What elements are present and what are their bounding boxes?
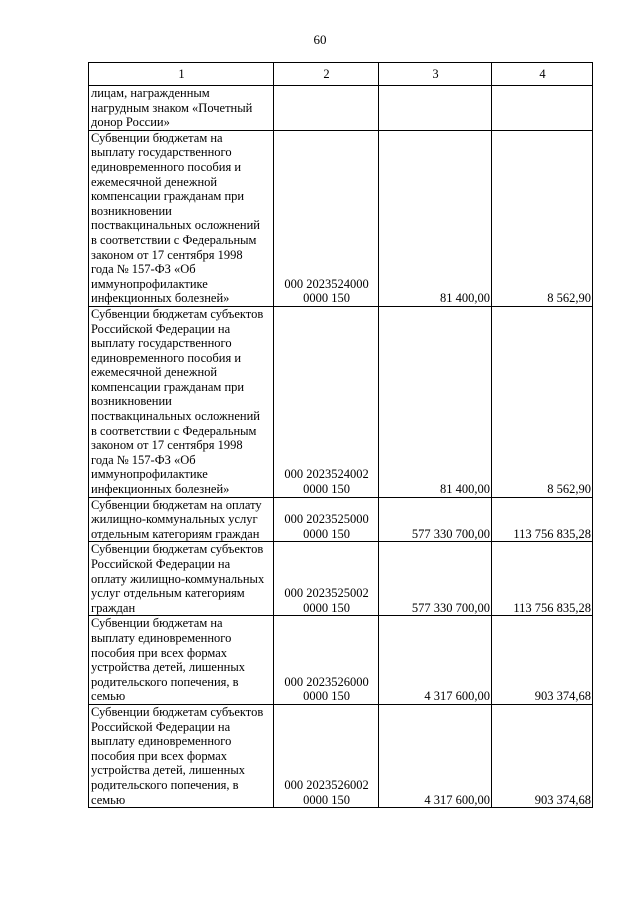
revenue-name-line: родительского попечения, в	[91, 674, 239, 689]
table-row	[89, 306, 593, 497]
revenue-name-line: поствакцинальных осложнений	[91, 409, 260, 424]
table-row	[89, 616, 593, 705]
revenue-name-cell	[89, 542, 274, 616]
revenue-name-line: донор России»	[91, 115, 170, 130]
budget-code-line: 000 2023524000	[284, 276, 369, 291]
revenue-name-line: инфекционных болезней»	[91, 482, 230, 497]
budget-code-line: 0000 150	[303, 482, 350, 497]
executed-amount-cell: 8 562,90	[492, 306, 593, 497]
page-number: 60	[313, 32, 327, 47]
planned-amount-cell: 4 317 600,00	[379, 704, 492, 807]
revenue-name-line: отдельным категориям граждан	[91, 526, 260, 541]
revenue-name-line: компенсации гражданам при	[91, 189, 245, 204]
budget-code-line: 000 2023526000	[284, 674, 369, 689]
revenue-name-cell	[89, 86, 274, 131]
revenue-name-line: года № 157-ФЗ «Об	[91, 452, 196, 467]
revenue-name-line: инфекционных болезней»	[91, 291, 230, 306]
planned-amount-cell: 81 400,00	[379, 130, 492, 306]
column-header-4: 4	[492, 63, 593, 86]
column-header-1: 1	[89, 63, 274, 86]
revenue-name-line: граждан	[91, 600, 136, 615]
budget-code-line: 0000 150	[303, 792, 350, 807]
revenue-name-line: оплату жилищно-коммунальных	[91, 571, 265, 586]
budget-code-line: 000 2023525000	[284, 512, 369, 527]
revenue-name-line: законом от 17 сентября 1998	[91, 438, 243, 453]
budget-table	[88, 62, 593, 808]
budget-code-line: 0000 150	[303, 600, 350, 615]
revenue-name-line: ежемесячной денежной	[91, 365, 218, 380]
table-header-row	[89, 63, 593, 86]
executed-amount-cell: 8 562,90	[492, 130, 593, 306]
executed-amount-cell: 113 756 835,28	[492, 497, 593, 542]
revenue-name-line: Субвенции бюджетам субъектов	[91, 306, 264, 321]
table-body	[89, 86, 593, 808]
revenue-name-line: семью	[91, 792, 126, 807]
revenue-name-line: пособия при всех формах	[91, 645, 228, 660]
revenue-name-line: возникновении	[91, 394, 172, 409]
revenue-name-line: лицам, награжденным	[91, 86, 210, 100]
revenue-name-line: нагрудным знаком «Почетный	[91, 100, 253, 115]
planned-amount-cell: 577 330 700,00	[379, 542, 492, 616]
table-row	[89, 497, 593, 542]
budget-code-line: 000 2023524002	[284, 467, 369, 482]
revenue-name-cell	[89, 306, 274, 497]
revenue-name-line: ежемесячной денежной	[91, 174, 218, 189]
revenue-name-line: семью	[91, 689, 126, 704]
budget-code-line	[276, 115, 377, 130]
budget-code-cell	[274, 704, 379, 807]
revenue-name-line: услуг отдельным категориям	[91, 586, 245, 601]
revenue-name-line: выплату единовременного	[91, 630, 232, 645]
column-header-2: 2	[274, 63, 379, 86]
budget-code-line	[276, 101, 377, 116]
budget-code-line: 0000 150	[303, 689, 350, 704]
revenue-name-line: Российской Федерации на	[91, 321, 231, 336]
budget-code-cell	[274, 542, 379, 616]
revenue-name-line: устройства детей, лишенных	[91, 763, 246, 778]
revenue-name-line: выплату государственного	[91, 336, 232, 351]
revenue-name-line: Субвенции бюджетам на	[91, 130, 223, 145]
revenue-name-line: Субвенции бюджетам на	[91, 616, 223, 631]
budget-code-line: 0000 150	[303, 291, 350, 306]
budget-code-cell	[274, 497, 379, 542]
revenue-name-cell	[89, 130, 274, 306]
budget-code-line: 000 2023525002	[284, 586, 369, 601]
executed-amount-cell	[492, 86, 593, 131]
table-row	[89, 130, 593, 306]
budget-code-cell	[274, 616, 379, 705]
executed-amount-cell: 113 756 835,28	[492, 542, 593, 616]
revenue-name-line: пособия при всех формах	[91, 748, 228, 763]
planned-amount-cell	[379, 86, 492, 131]
revenue-name-cell	[89, 704, 274, 807]
revenue-name-line: устройства детей, лишенных	[91, 660, 246, 675]
revenue-name-line: единовременного пособия и	[91, 159, 242, 174]
revenue-name-line: возникновении	[91, 203, 172, 218]
planned-amount-cell: 4 317 600,00	[379, 616, 492, 705]
revenue-name-line: поствакцинальных осложнений	[91, 218, 260, 233]
budget-code-line: 0000 150	[303, 526, 350, 541]
planned-amount-cell: 81 400,00	[379, 306, 492, 497]
revenue-name-line: Субвенции бюджетам на оплату	[91, 497, 262, 512]
planned-amount-cell: 577 330 700,00	[379, 497, 492, 542]
revenue-name-cell	[89, 497, 274, 542]
executed-amount-cell: 903 374,68	[492, 616, 593, 705]
budget-code-cell	[274, 130, 379, 306]
revenue-name-line: Субвенции бюджетам субъектов	[91, 704, 264, 719]
revenue-name-line: в соответствии с Федеральным	[91, 232, 257, 247]
revenue-name-line: в соответствии с Федеральным	[91, 423, 257, 438]
revenue-name-line: Субвенции бюджетам субъектов	[91, 542, 264, 557]
budget-code-cell	[274, 86, 379, 131]
revenue-name-line: жилищно-коммунальных услуг	[91, 512, 258, 527]
revenue-name-line: выплату государственного	[91, 145, 232, 160]
revenue-name-line: Российской Федерации на	[91, 719, 231, 734]
table-row	[89, 86, 593, 131]
table-row	[89, 704, 593, 807]
revenue-name-cell	[89, 616, 274, 705]
revenue-name-line: выплату единовременного	[91, 734, 232, 749]
revenue-name-line: компенсации гражданам при	[91, 379, 245, 394]
revenue-name-line: родительского попечения, в	[91, 777, 239, 792]
budget-code-line: 000 2023526002	[284, 777, 369, 792]
revenue-name-line: законом от 17 сентября 1998	[91, 247, 243, 262]
table-row	[89, 542, 593, 616]
executed-amount-cell: 903 374,68	[492, 704, 593, 807]
budget-code-cell	[274, 306, 379, 497]
revenue-name-line: единовременного пособия и	[91, 350, 242, 365]
revenue-name-line: иммунопрофилактике	[91, 276, 208, 291]
revenue-name-line: Российской Федерации на	[91, 557, 231, 571]
column-header-3: 3	[379, 63, 492, 86]
revenue-name-line: года № 157-ФЗ «Об	[91, 262, 196, 277]
revenue-name-line: иммунопрофилактике	[91, 467, 208, 482]
